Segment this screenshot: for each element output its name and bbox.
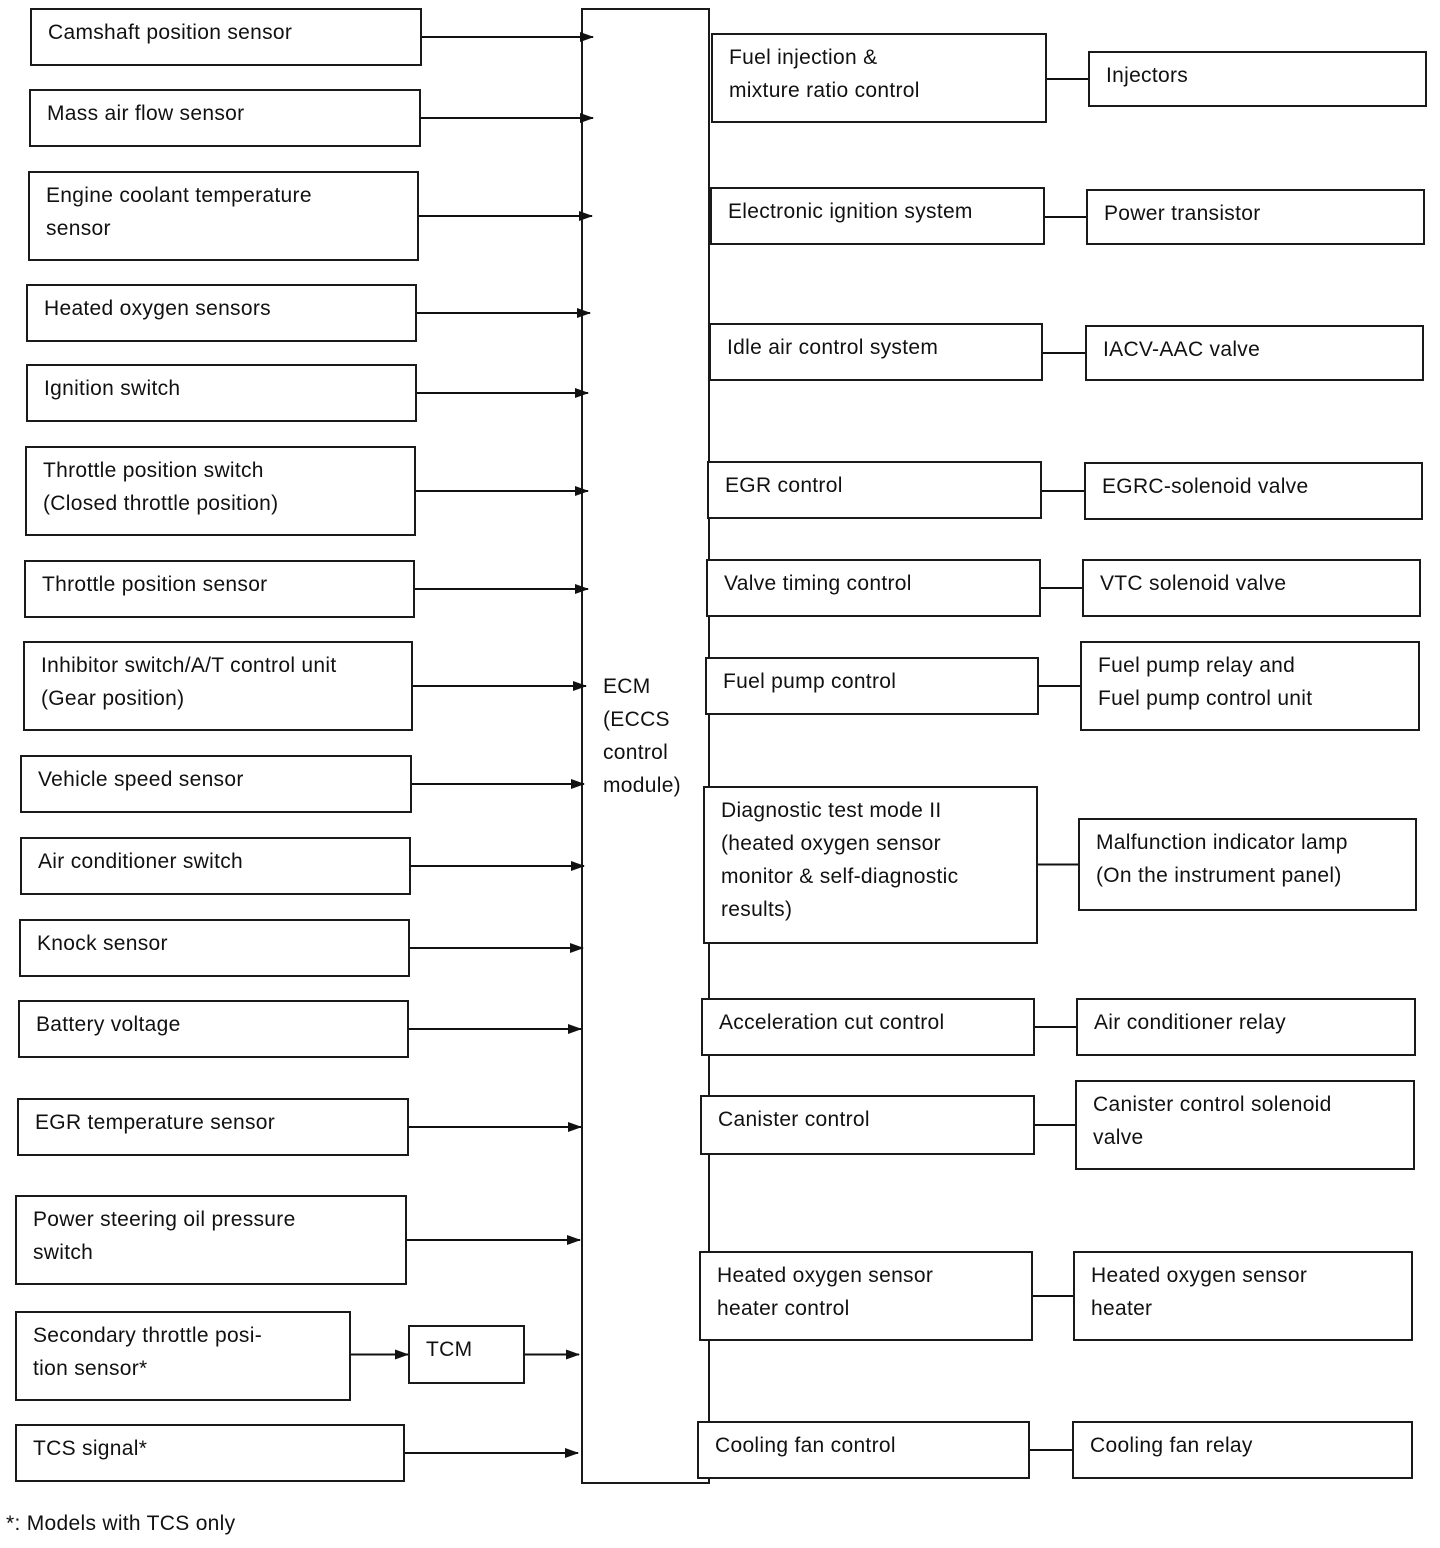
control-diagnostic-test-mode-ii — [703, 786, 1038, 944]
actuator-label-line: Injectors — [1106, 64, 1189, 87]
input-label-line: Inhibitor switch/A/T control unit — [41, 654, 337, 677]
actuator-label-line: EGRC-solenoid valve — [1102, 475, 1309, 498]
control-fuel-injection — [711, 33, 1047, 123]
actuator-injectors — [1088, 51, 1427, 107]
control-cooling-fan-control — [697, 1421, 1030, 1479]
input-label-line: Secondary throttle posi- — [33, 1324, 262, 1347]
actuator-vtc-solenoid-valve — [1082, 559, 1421, 617]
actuator-label-line: IACV-AAC valve — [1103, 338, 1261, 361]
input-label-line: Vehicle speed sensor — [38, 768, 244, 791]
input-label-line: Heated oxygen sensors — [44, 297, 271, 320]
control-label-line: Fuel pump control — [723, 670, 897, 693]
input-heated-oxygen-sensors — [26, 284, 417, 342]
actuator-label-line: Malfunction indicator lamp — [1096, 831, 1348, 854]
control-electronic-ignition-system — [710, 187, 1045, 245]
input-label-line: Air conditioner switch — [38, 850, 244, 873]
actuator-egrc-solenoid-valve — [1084, 462, 1423, 520]
input-air-conditioner-switch — [20, 837, 411, 895]
input-label-line: Ignition switch — [44, 377, 181, 400]
input-label-line: Power steering oil pressure — [33, 1208, 296, 1231]
actuator-label-line: heater — [1091, 1297, 1153, 1320]
actuator-heated-oxygen-sensor — [1073, 1251, 1413, 1341]
input-engine-coolant-temperature — [28, 171, 419, 261]
input-camshaft-position-sensor — [30, 8, 422, 66]
actuator-label-line: Fuel pump control unit — [1098, 687, 1313, 710]
input-vehicle-speed-sensor — [20, 755, 412, 813]
actuator-power-transistor — [1086, 189, 1425, 245]
control-label-line: Canister control — [718, 1108, 870, 1131]
actuator-fuel-pump-relay-and — [1080, 641, 1420, 731]
tcm-tcm — [408, 1325, 525, 1384]
control-acceleration-cut-control — [701, 998, 1035, 1056]
control-label-line: monitor & self-diagnostic — [721, 865, 959, 888]
input-battery-voltage — [18, 1000, 409, 1058]
input-throttle-position-sensor — [24, 560, 415, 618]
input-secondary-throttle-posi — [15, 1311, 351, 1401]
actuator-label-line: Power transistor — [1104, 202, 1261, 225]
control-label-line: (heated oxygen sensor — [721, 832, 941, 855]
control-egr-control — [707, 461, 1042, 519]
control-label-line: mixture ratio control — [729, 79, 920, 102]
input-egr-temperature-sensor — [17, 1098, 409, 1156]
tcm-label-line: TCM — [426, 1338, 473, 1361]
actuator-iacv-aac-valve — [1085, 325, 1424, 381]
input-inhibitor-switch-a-t-control-unit — [23, 641, 413, 731]
input-label-line: Knock sensor — [37, 932, 168, 955]
input-label-line: Battery voltage — [36, 1013, 181, 1036]
input-label-line: Engine coolant temperature — [46, 184, 312, 207]
control-canister-control — [700, 1095, 1035, 1155]
input-label-line: tion sensor* — [33, 1357, 148, 1380]
input-ignition-switch — [26, 364, 417, 422]
input-label-line: Mass air flow sensor — [47, 102, 245, 125]
input-label-line: TCS signal* — [33, 1437, 148, 1460]
actuator-canister-control-solenoid — [1075, 1080, 1415, 1170]
control-fuel-pump-control — [705, 657, 1039, 715]
input-mass-air-flow-sensor — [29, 89, 421, 147]
actuator-label-line: Fuel pump relay and — [1098, 654, 1296, 677]
input-label-line: switch — [33, 1241, 94, 1264]
input-label-line: (Closed throttle position) — [43, 492, 279, 515]
actuator-label-line: (On the instrument panel) — [1096, 864, 1342, 887]
input-throttle-position-switch — [25, 446, 416, 536]
actuator-label-line: VTC solenoid valve — [1100, 572, 1287, 595]
input-power-steering-oil-pressure — [15, 1195, 407, 1285]
control-valve-timing-control — [706, 559, 1041, 617]
actuator-label-line: Heated oxygen sensor — [1091, 1264, 1308, 1287]
control-label-line: results) — [721, 898, 793, 921]
control-label-line: heater control — [717, 1297, 850, 1320]
control-idle-air-control-system — [709, 323, 1043, 381]
control-label-line: Heated oxygen sensor — [717, 1264, 934, 1287]
control-label-line: EGR control — [725, 474, 843, 497]
control-label-line: Acceleration cut control — [719, 1011, 945, 1034]
actuator-label-line: Canister control solenoid — [1093, 1093, 1332, 1116]
control-label-line: Cooling fan control — [715, 1434, 896, 1457]
ecm-label: ECM (ECCS control module) — [603, 675, 681, 797]
actuator-malfunction-indicator-lamp — [1078, 818, 1417, 911]
input-tcs-signal — [15, 1424, 405, 1482]
control-label-line: Idle air control system — [727, 336, 939, 359]
actuator-cooling-fan-relay — [1072, 1421, 1413, 1479]
control-label-line: Fuel injection & — [729, 46, 878, 69]
input-label-line: sensor — [46, 217, 111, 240]
control-label-line: Diagnostic test mode II — [721, 799, 942, 822]
actuator-label-line: Air conditioner relay — [1094, 1011, 1286, 1034]
actuator-label-line: valve — [1093, 1126, 1144, 1149]
control-label-line: Valve timing control — [724, 572, 912, 595]
input-label-line: EGR temperature sensor — [35, 1111, 276, 1134]
footnote: *: Models with TCS only — [6, 1512, 236, 1535]
input-label-line: (Gear position) — [41, 687, 185, 710]
control-heated-oxygen-sensor — [699, 1251, 1033, 1341]
actuator-air-conditioner-relay — [1076, 998, 1416, 1056]
input-knock-sensor — [19, 919, 410, 977]
input-label-line: Camshaft position sensor — [48, 21, 293, 44]
input-label-line: Throttle position sensor — [42, 573, 268, 596]
actuator-label-line: Cooling fan relay — [1090, 1434, 1253, 1457]
input-label-line: Throttle position switch — [43, 459, 264, 482]
control-label-line: Electronic ignition system — [728, 200, 973, 223]
